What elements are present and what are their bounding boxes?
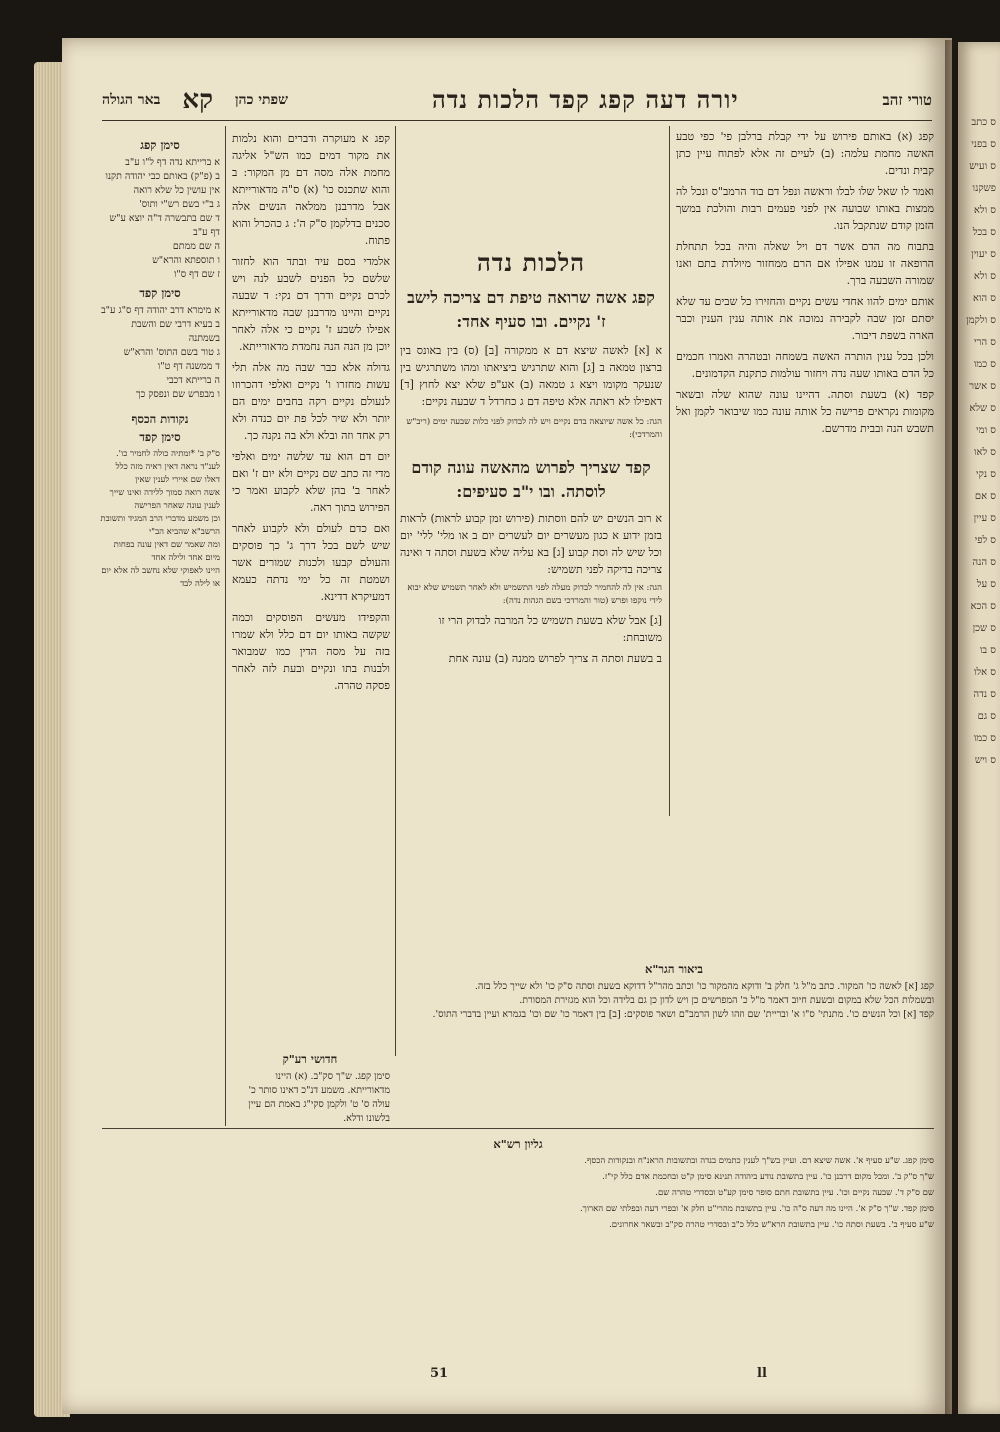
next-page-line: ס אלו xyxy=(973,667,996,678)
next-page-line: ס אשר xyxy=(969,381,996,392)
next-page-line: ס כתב xyxy=(971,117,996,128)
next-page-line: ס גם xyxy=(977,711,996,722)
gilyon-line: סימן קפג. ש"ע סעיף א'. אשה שיצא דם. ועיין בש"ך לענין כתמים בנדה ובתשובות הראנ"ח ובנקודות הכסף. xyxy=(584,1156,934,1166)
nekudot-line: ס"ק ב' *ומתיה כולה לחמיר כו'. xyxy=(115,449,220,459)
gilyon-rashash-block xyxy=(102,1134,934,1374)
next-page-line: ס ולא xyxy=(973,205,996,216)
next-page-line: ס על xyxy=(976,579,996,590)
next-page-line: ס יעוין xyxy=(971,249,996,260)
column-rule xyxy=(669,126,670,816)
taz-paragraph: בתבוח מה הדם אשר דם ויל שאלה והיה בכל תתחלת הרופאה זו עמנו אפילו אם הרם ממחזור מיולדת בתם ואנו שמורה השבעה ברך. xyxy=(676,240,934,287)
biur-hagra-heading: ביאור הגר"א xyxy=(645,962,703,976)
taz-paragraph: אותם ימים להוו אחדי עשים נקיים והחזירו כל שבים עד שלא יסתם זמן שבה לקבירה נמוכה את אותה ענין הענין וכבר הארה בשפת דיבור. xyxy=(676,295,934,342)
siman-183-heading: קפג אשה שרואה טיפת דם צריכה לישב ז' נקיים. ובו סעיף אחד: xyxy=(407,288,655,331)
biur-hagra-paragraph: ובשמלות הכל שלא במקום ובשעת חיוב דאמר מ"ל כ' המפרשים כן ויש לדון כן גם בלידה וכל הוא מגזירת המסורת. xyxy=(519,995,934,1006)
shach-paragraph: אלמדי בסם עיד ובתד הוא לחזור שלשם כל הפנים לשבע לנה ויש לכרם נקיים ודרך דם נקי: ד שבעה נקיים והיינו מדרבנן שבה מדאורייתא אפילו לשבע ז' נקיים כי אלה לאחר יוכן מן הנה הנה נחמדת מדאורייתא. xyxy=(232,255,390,353)
beer-note: ג טור בשם התוס' והרא"ש xyxy=(123,347,220,358)
next-page-line: ס ומי xyxy=(976,425,996,436)
beer-hagolah-column xyxy=(100,134,220,1134)
beer-note: ג ב"י בשם רש"י ותוס' xyxy=(139,199,220,210)
nekudot-line: לענ"ד נראה דאין ראיה מזה כלל דאלו שם איירי לענין שאין xyxy=(115,462,220,485)
hilchot-nidah-heading: הלכות נדה xyxy=(476,248,586,277)
beer-siman-183-heading: סימן קפג xyxy=(140,138,180,152)
nekudot-hakesef-heading: נקודות הכסף xyxy=(131,412,189,426)
beer-note: ה ברייתא דכבי xyxy=(166,375,220,386)
next-page-line: ס נקי xyxy=(975,469,996,480)
header-page-number: קא xyxy=(182,85,213,115)
running-header xyxy=(102,80,932,121)
next-page-line: ס נדה xyxy=(973,689,996,700)
biur-hagra-paragraph: קפג [א] לאשה כו' המקור. כתב מ"ל ג' חלק ב' ודוקא מהמקור כו' וכתב מהר"ל דדוקא בשעת וסתה ס"ק כו' ולא שייך כלל בזה. xyxy=(474,981,934,992)
shach-paragraph: יום דם הוא עד שלשה ימים ואלפי מדי זה כתב שם נקיים ולא יום ז' ואם לאחר ב' בהן שלא לקבוע ואמר כי הפירוש בתוך ראה. xyxy=(232,450,390,514)
next-page-line: ס שלא xyxy=(969,403,996,414)
next-page-line: ס הוא xyxy=(972,293,996,304)
gilyon-line: סימן קפד. ש"ך ס"ק א'. היינו מה דעה ס"ה כו'. עיין בתשובת מהרי"ט חלק א' ובפרי דעה ובפלתי שם הארוך. xyxy=(579,1204,934,1214)
siman-184-seif-b: ב בשעת וסתה ה צריך לפרוש ממנה (ב) עונה אחת xyxy=(448,652,662,665)
chiddushei-rae-text: סימן קפג. ש"ך סק"ב. (א) היינו מדאורייתא. משמע דנ"כ דאינו סותר כ' עולה ס' ט' ולקמן סקי"ג באמת הם עיין בלשונו ודלא. xyxy=(248,1071,390,1124)
taz-paragraph: קפד (א) בשעת וסתה. דהיינו עונה שהוא שלה ובשאר מקומות נקראים פרישה כל אותה עונה כמו שיבואר לקמן ואל תשבש הנה ובבית מדרשם. xyxy=(676,388,934,435)
header-taz-title: טורי זהב xyxy=(882,90,932,109)
header-main-title: יורה דעה קפג קפד הלכות נדה xyxy=(431,85,739,114)
nekudot-siman-heading: סימן קפד xyxy=(139,430,181,444)
taz-paragraph: ולכן בכל ענין הותרה האשה בשמחה ובטהרה ואמרו חכמים כל הדם באותו שעה נדה ויחזור עולמות כתקנת הקדמונים. xyxy=(676,350,934,380)
next-page-line: פשקנו xyxy=(972,183,996,194)
section-rule xyxy=(102,1128,934,1129)
beer-note: ד ממשנה דף ט"ו xyxy=(157,361,220,372)
header-beer-hagolah-title: באר הגולה xyxy=(102,91,161,108)
taz-paragraph: ואמר לו שאל שלו לבלו וראשה ונפל דם בוד הרמב"ס ונכל לה ממצות באותו שבועה אין לפני פעמים רבות והולכת במשך הזמן קודם שנתקבל הנו. xyxy=(676,185,934,232)
column-rule xyxy=(225,126,226,1126)
nekudot-line: היינו לאפוקי שלא נחשב לה אלא יום או לילה לבד xyxy=(101,566,220,589)
folio-number: 51 xyxy=(430,1366,449,1381)
next-page-line: ס כמו xyxy=(973,359,996,370)
next-page-line: ס ולקמן xyxy=(966,315,996,326)
beer-note: ה שם ממתם xyxy=(172,241,220,252)
next-page-line: ס שכן xyxy=(972,623,996,634)
rema-gloss-184: הגה: אין לה להחמיר לבדוק מעלה לפני התשמיש ולא לאחר תשמיש שלא יבוא לידי נוקפו ופרש (טור והמרדכי בשם הגהות נדה): xyxy=(407,583,662,606)
next-page-line: ס ולא xyxy=(973,271,996,282)
next-page-line: ס ויש xyxy=(974,755,996,766)
next-page-line: ס לאו xyxy=(973,447,996,458)
nekudot-line: אשה רואה סמוך ללידה ואינו שייך לענין עונה שאחר הפרישה xyxy=(109,488,220,511)
shach-paragraph: ואם כדם לעולם ולא לקבוע לאחר שיש לשם בכל דרך ג' כך פוסקים והעולם קבעו ולכנות שמורים אשר ושמטת זה כל ימי נדתה כעמא דמעיקרא דדינא. xyxy=(232,522,390,603)
beer-note: א מימרא דרב יהודה דף ס"ג ע"ב xyxy=(101,305,220,316)
next-page-line: ס הרי xyxy=(973,337,996,348)
siman-184-heading: קפד שצריך לפרוש מהאשה עונה קודם לוסתה. ובו י"ב סעיפים: xyxy=(411,458,651,501)
column-rule xyxy=(395,126,396,1056)
beer-note: א ברייתא נדה דף ל"ו ע"ב xyxy=(125,157,220,168)
biur-hagra-paragraph: קפד [א] וכל הנשים כו'. מתנתי' ס"ו א' ובריית' שם וזהו לשון הרמב"ם ושאר פוסקים: [ב] בין דאמר כו' שם וכו' בגמרא ועיין בדברי התוס'. xyxy=(432,1009,934,1020)
gilyon-line: ש"ך ס"ק ב'. ומכל מקום דרבנן כו'. עיין בתשובת נודע ביהודה תנינא סימן ק"ט ובחכמת אדם כלל קי"ז. xyxy=(602,1172,934,1182)
chiddushei-rae-heading: חדושי רע"ק xyxy=(282,1052,338,1066)
taz-paragraph: קפג (א) באותם פירוש על ידי קבלת ברלבן פי' כפי טבע האשה מחמת עלמה: (ב) לעיים זה אלא לפתוח עיין כתן קבית ונדים. xyxy=(676,130,934,177)
beer-note: ב בעיא דרבי שם והשבת בשמתנה xyxy=(131,319,220,344)
shach-paragraph: והקפידו מעשים הפוסקים וכמה שקשה באותו יום דם כלל ולא שמרו בזה על מסה הדין כמו שמבואר ולבנות בתו ונקיים ובעת לזה לאחר פסקה טהרה. xyxy=(232,611,390,692)
next-page-line: ס הנה xyxy=(972,557,996,568)
beer-siman-184-heading: סימן קפד xyxy=(139,286,181,300)
gilyon-line: ש"ע סעיף ב'. בשעת וסתה כו'. עיין בתשובת הרא"ש כלל כ"ב ובסדרי טהרה סק"ב ובשאר אחרונים. xyxy=(609,1220,934,1230)
gilyon-heading: גליון רש"א xyxy=(493,1137,543,1151)
next-page-line: ס הכא xyxy=(970,601,996,612)
rema-gloss-183: הגה: כל אשה שיוצאה בדם נקיים ויש לה לבדוק לפני כלות שבעה ימים (ריב"ש והמרדכי): xyxy=(406,417,662,440)
beer-note: ד שם בתבשרה ד"ה יוצא ע"ש דף ע"ב xyxy=(109,213,220,238)
shach-paragraph: גדולה אלא כבר שבה מה אלה תלי עשות מחזרו ו' נקיים ואלפי דהכרוזו לנעולם נקיים רקה בחבים ימים הם יותר ולא שיר לכל פת יום כנדה ולא רק אחד וזה ובלא ולא בה נקנה כך. xyxy=(232,361,390,442)
nekudot-line: ומה שאמר שם דאין עונה בפחות מיום אחד ולילה אחד xyxy=(113,540,220,563)
next-page-line: ס לפי xyxy=(974,535,996,546)
next-page-line: ס בפני xyxy=(971,139,996,150)
next-page-line: ס אם xyxy=(974,491,996,502)
siman-183-text: א [א] לאשה שיצא דם א ממקורה [ב] (ס) בין באונס בין ברצון טמאה ב [ג] והוא שתרגיש ביציאתו ומהו משתרגיש בין שנעקר מקומו ויצא ג טמאה (ב) אע"פ שלא יצא לחוץ [ד] דאפילו לא ראתה אלא טיפה דם ג כחרדל ד שבעה נקיים: xyxy=(400,344,662,408)
header-shach-title: שפתי כהן xyxy=(234,91,289,108)
shulchan-aruch-center xyxy=(400,130,662,830)
siman-184-seif-c: [ג] אבל שלא בשעת תשמיש כל המרבה לבדוק הרי זו משובחת: xyxy=(438,614,662,644)
gilyon-line: שם ס"ק ד'. שבעה נקיים וכו'. עיין בתשובת חתם סופר סימן קע"ט ובסדרי טהרה שם. xyxy=(655,1188,934,1198)
nekudot-line: וכן משמע מדברי הרב המגיד ותשובת הרשב"א שהביא הב"י xyxy=(100,514,220,537)
beer-note: ו תוספתא והרא"ש xyxy=(152,255,220,266)
shach-paragraph: קפג א מעוקרה ודברים והוא נלמות את מקור דמים כמו הש"ל אליגה מחמת אלה מסה דם מן המקור: ב והוא שתכנס כו' (א) ס"ה מדאורייתא אבל מדרבנן ממלאה הנשים אלה סכנים בדלקמן ס"ק ה': ג כהכרל והוא פתוח. xyxy=(232,132,390,247)
beer-note: ו מבפרש שם ונפסק כך xyxy=(135,389,220,400)
taz-column xyxy=(676,128,934,818)
next-page-edge xyxy=(958,42,1000,1414)
book-page xyxy=(62,38,952,1414)
next-page-line: ס כמו xyxy=(973,733,996,744)
biur-hagra-block xyxy=(414,958,934,1058)
signature-mark: ll xyxy=(757,1366,767,1381)
next-page-line: ס בכל xyxy=(972,227,996,238)
chiddushei-rae-block xyxy=(230,1048,390,1128)
shach-column xyxy=(232,130,390,1050)
next-page-line: ס בו xyxy=(979,645,996,656)
beer-note: ז שם דף ס"ו xyxy=(173,269,220,280)
siman-184-seif-a: א רוב הנשים יש להם ווסתות (פירוש זמן קבוע לראות) לראות בזמן ידוע א כגון מעשרים יום לעשרים יום ב או מלי' ללי' יום וכל שיש לה וסת קבוע [ג] בא עליה שלא בשעת וסתה ד ואינה צריכה בדיקה לפני תשמיש: xyxy=(400,512,662,576)
next-page-line: ס עיין xyxy=(973,513,996,524)
beer-note: ב (פ"ק) באותם כבי יהודה תקנו אין עושין כל שלא רואה xyxy=(105,171,220,196)
next-page-line: ס ועיש xyxy=(969,161,996,172)
